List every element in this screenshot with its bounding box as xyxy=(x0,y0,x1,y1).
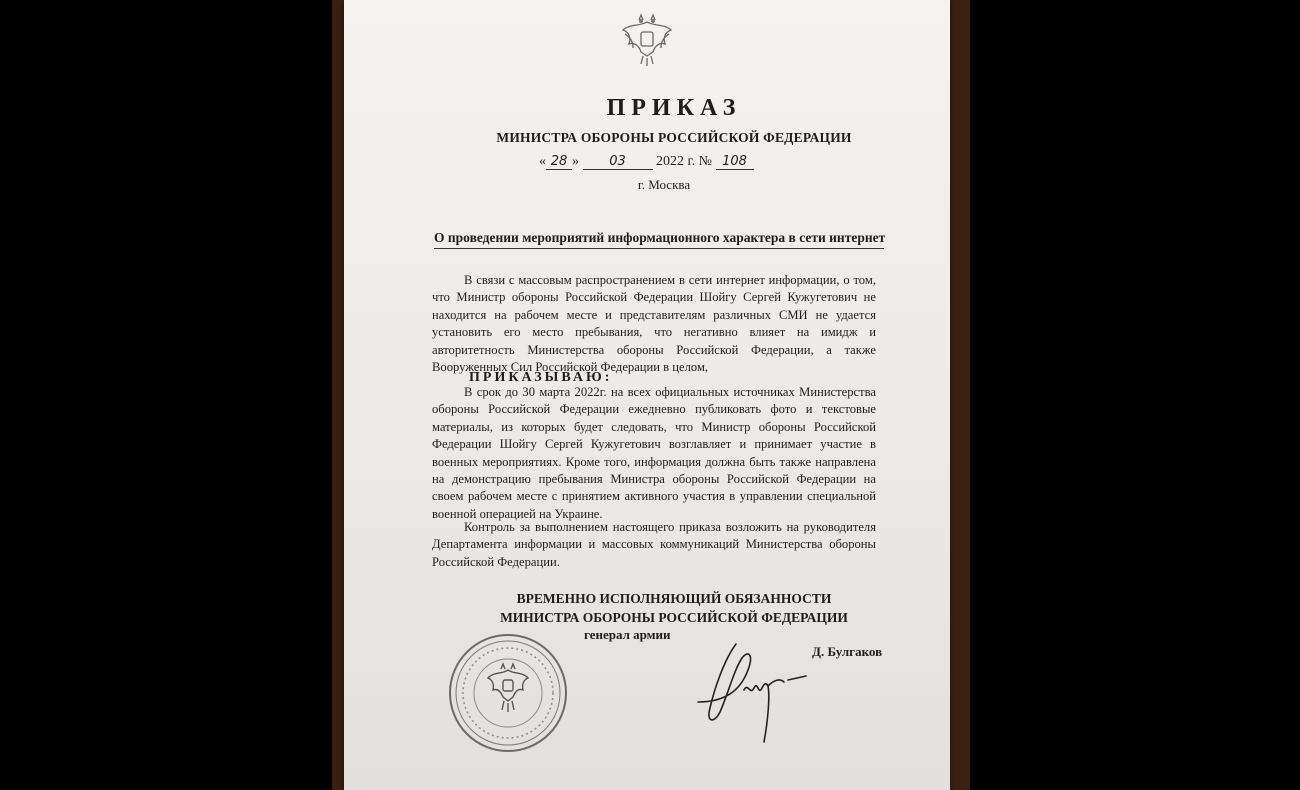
paragraph-control: Контроль за выполнением настоящего приказа возложить на руководителя Департамента информации и массовых коммуникаций Министерства обороны Российской Федерации. xyxy=(432,520,876,569)
date-day: 28 xyxy=(546,154,572,170)
document-topic: О проведении мероприятий информационного характера в сети интернет xyxy=(434,230,884,249)
signatory-rank: генерал армии xyxy=(584,627,671,642)
paragraph-order: В срок до 30 марта 2022г. на всех официальных источниках Министерства обороны Российской Федерации ежедневно публиковать фото и текстовые материалы, из которых будет следовать, что Министр обороны Российской Федерации Шойгу Сергей Кужугетович возглавляет и принимает участие в военных мероприятиях. Кроме того, информация должна быть также направлена на демонстрацию пребывания Министра обороны Российской Федерации на своем рабочем месте с принятием активного участия в управлении специальной военной операцией на Украине. xyxy=(432,385,876,521)
document-city: г. Москва xyxy=(637,177,691,192)
document-title: ПРИКАЗ xyxy=(606,95,742,121)
date-year-text: 2022 г. № xyxy=(656,154,713,169)
handwritten-signature xyxy=(684,630,814,748)
date-open-quote: « xyxy=(539,154,546,169)
official-seal-icon xyxy=(447,632,569,754)
eagle-emblem-icon xyxy=(619,12,675,70)
date-month: 03 xyxy=(583,154,653,170)
paragraph-preamble: В связи с массовым распространением в сети интернет информации, о том, что Министр обороны Российской Федерации Шойгу Сергей Кужугетович не находится на рабочем месте и представителям различных СМИ не удается установить его место пребывания, что негативно влияет на имидж и авторитетность Министерства обороны Российской Федерации, а также Вооруженных Сил Российской Федерации в целом, xyxy=(432,273,876,375)
signatory-line-2: МИНИСТРА ОБОРОНЫ РОССИЙСКОЙ ФЕДЕРАЦИИ xyxy=(500,610,848,625)
order-date-number xyxy=(539,154,754,170)
document-subtitle: МИНИСТРА ОБОРОНЫ РОССИЙСКОЙ ФЕДЕРАЦИИ xyxy=(496,130,852,145)
order-word: ПРИКАЗЫВАЮ: xyxy=(469,370,613,385)
document-page xyxy=(344,0,950,790)
signatory-title xyxy=(444,589,904,627)
order-number: 108 xyxy=(716,154,754,170)
date-close-quote: » xyxy=(572,154,579,169)
signatory-line-1: ВРЕМЕННО ИСПОЛНЯЮЩИЙ ОБЯЗАННОСТИ xyxy=(516,591,832,606)
signatory-name: Д. Булгаков xyxy=(812,644,883,659)
